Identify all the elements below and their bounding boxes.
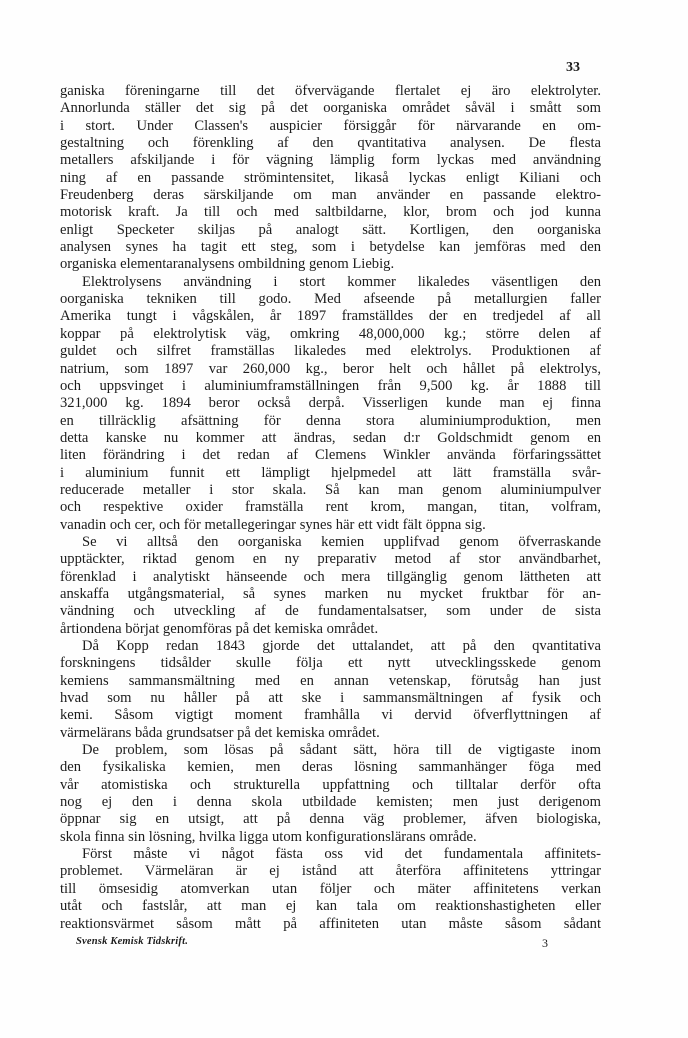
- text-line: skola finna sin lösning, hvilka ligga utom konfigurationslärans område.: [60, 828, 477, 845]
- text-line: Först måste vi något fästa oss vid det fundamentala affinitets-: [82, 846, 601, 863]
- text-line: i stort. Under Classen's auspicier försiggår för närvarande en om-: [60, 117, 601, 134]
- text-line: förenklad i analytiskt hänseende och mera tillgänglig genom lättheten att: [60, 568, 601, 585]
- text-line: Freudenberg deras särskiljande om man använder en passande elektro-: [60, 187, 601, 204]
- page-footer: [76, 936, 548, 952]
- text-line: gestaltning och förenkling af den qvantitativa analysen. De flesta: [60, 135, 601, 152]
- text-line: anskaffa utgångsmaterial, så synes marken nu mycket fruktbar för an-: [60, 585, 601, 602]
- text-line: vår atomistiska och strukturella uppfattning och tilltalar derför ofta: [60, 776, 601, 793]
- text-line: natrium, som 1897 var 260,000 kg., beror helt och hållet på elektrolys,: [60, 360, 601, 377]
- text-line: och uppsvinget i aluminiumframställningen från 9,500 kg. år 1888 till: [60, 377, 601, 394]
- body-text: [60, 83, 601, 933]
- text-line: Elektrolysens användning i stort kommer likaledes väsentligen den: [82, 273, 601, 290]
- text-line: kemi. Såsom vigtigt moment framhålla vi dervid öfverflyttningen af: [60, 707, 601, 724]
- text-line: motorisk kraft. Ja till och med saltbildarne, klor, brom och jod kunna: [60, 204, 601, 221]
- text-line: forskningens tidsålder skulle följa ett nytt utvecklingsskede genom: [60, 655, 601, 672]
- page-number: 33: [566, 60, 580, 75]
- text-line: problemet. Värmeläran är ej istånd att återföra affinitetens yttringar: [60, 863, 601, 880]
- text-line: enligt Specketer skiljas på analogt sätt. Kortligen, den oorganiska: [60, 221, 601, 238]
- text-line: analysen synes ha tagit ett steg, som i betydelse kan jemföras med den: [60, 239, 601, 256]
- text-line: och respektive oxider framställa rent krom, mangan, titan, volfram,: [60, 499, 601, 516]
- text-line: Se vi alltså den oorganiska kemien upplifvad genom öfverraskande: [82, 533, 601, 550]
- text-line: vanadin och cer, och för metallegeringar synes här ett vidt fält öppna sig.: [60, 516, 486, 533]
- text-line: ning af en passande strömintensitet, likaså lyckas enligt Kiliani och: [60, 169, 601, 186]
- text-line: vändning och utveckling af de fundamentalsatser, som under de sista: [60, 603, 601, 620]
- text-line: öppnar sig en utsigt, att på denna väg problemer, äfven biologiska,: [60, 811, 601, 828]
- text-line: en tillräcklig afsättning för denna stora aluminiumproduktion, men: [60, 412, 601, 429]
- text-line: 321,000 kg. 1894 beror också derpå. Visserligen kunde man ej finna: [60, 395, 601, 412]
- text-line: den fysikaliska kemien, men deras lösning sammanhänger föga med: [60, 759, 601, 776]
- sheet-number: 3: [542, 936, 548, 950]
- text-line: reaktionsvärmet såsom mått på affiniteten utan måste såsom sådant: [60, 915, 601, 932]
- text-line: upptäckter, riktad genom en ny preparativ metod af stor användbarhet,: [60, 551, 601, 568]
- text-line: oorganiska tekniken till godo. Med afseende på metallurgien faller: [60, 291, 601, 308]
- text-line: till ömsesidig atomverkan utan följer och mäter affinitetens verkan: [60, 880, 601, 897]
- text-line: liten förändring i det redan af Clemens Winkler använda förfaringssättet: [60, 447, 601, 464]
- text-line: utåt och fastslår, att man ej kan tala om reaktionshastigheten eller: [60, 898, 601, 915]
- text-line: Amerika tungt i vågskålen, år 1897 framställdes der en tredjedel af all: [60, 308, 601, 325]
- text-line: årtiondena börjat genomföras på det kemiska området.: [60, 620, 379, 637]
- text-line: ganiska föreningarne till det öfvervägande flertalet ej äro elektrolyter.: [60, 83, 601, 99]
- text-line: i aluminium funnit ett lämpligt hjelpmedel att lätt framställa svår-: [60, 464, 601, 481]
- text-line: värmelärans båda grundsatser på det kemiska området.: [60, 724, 380, 741]
- journal-title: Svensk Kemisk Tidskrift.: [76, 936, 189, 947]
- text-line: nog ej den i denna skola utbildade kemisten; men just derigenom: [60, 794, 601, 811]
- text-line: reducerade metaller i stor skala. Så kan man genom aluminiumpulver: [60, 481, 601, 498]
- text-line: kemiens sammansmältning med en annan vetenskap, förutsåg han just: [60, 672, 601, 689]
- text-line: Annorlunda ställer det sig på det oorganiska området såväl i smått som: [60, 100, 601, 117]
- text-line: koppar på elektrolytisk väg, omkring 48,000,000 kg.; större delen af: [60, 325, 601, 342]
- text-line: detta kanske nu kommer att ändras, sedan d:r Goldschmidt genom en: [60, 429, 601, 446]
- text-line: hvad som nu håller på att ske i sammansmältningen af fysik och: [60, 690, 601, 707]
- text-line: organiska elementaranalysens ombildning genom Liebig.: [60, 256, 395, 273]
- text-line: De problem, som lösas på sådant sätt, höra till de vigtigaste inom: [82, 742, 601, 759]
- text-line: metallers afskiljande i för vägning lämplig form lyckas med användning: [60, 152, 601, 169]
- text-line: guldet och silfret framställas likaledes med elektrolys. Produktionen af: [60, 343, 601, 360]
- text-line: Då Kopp redan 1843 gjorde det uttalandet, att på den qvantitativa: [82, 638, 601, 654]
